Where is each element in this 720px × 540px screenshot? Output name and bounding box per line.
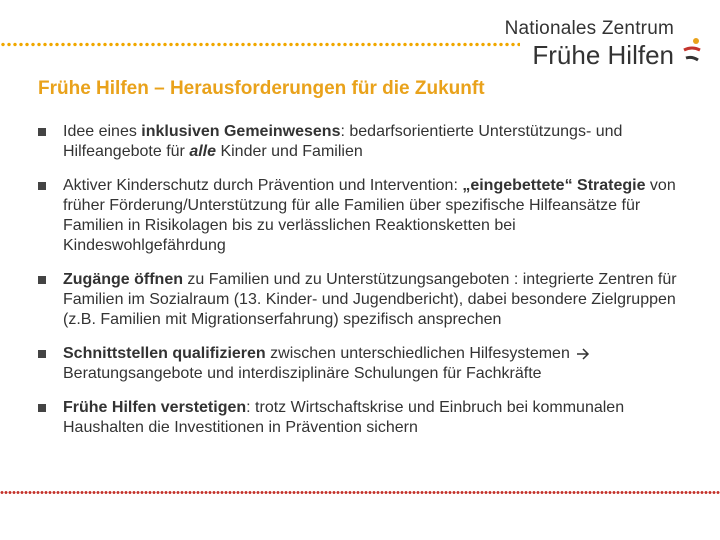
list-item: [38, 270, 678, 330]
bullet-bold-text: inklusiven Gemeinwesens: [141, 123, 341, 140]
top-dotted-rule: [0, 42, 520, 47]
list-item: [38, 344, 678, 384]
bullet-text: Kinder und Familien: [216, 143, 363, 160]
square-bullet-icon: [38, 276, 46, 284]
bullet-text: von früher Förderung/Unterstützung für alle Familien über spezifische Hilfeansätze für Familien in Risikolagen bis zu verlässlichen Reaktionsketten bei Kindeswohlgefährdung: [63, 177, 676, 254]
bottom-dotted-rule: [0, 490, 720, 495]
logo-line-2: Frühe Hilfen: [532, 40, 674, 70]
bullet-bold-text: Zugänge öffnen: [63, 271, 183, 288]
square-bullet-icon: [38, 128, 46, 136]
page-title: Frühe Hilfen – Herausforderungen für die Zukunft: [38, 78, 485, 99]
bullet-text: zwischen unterschiedlichen Hilfesystemen: [265, 345, 575, 362]
bullet-text: : bedarfsorientierte Unterstützungs- und Hilfeangebote für: [63, 123, 623, 160]
logo-mark-icon: [680, 36, 702, 76]
logo-line-1: Nationales Zentrum: [504, 18, 674, 39]
bullet-bold-text: Schnittstellen qualifizieren: [63, 345, 266, 362]
bullet-list: [38, 122, 678, 452]
logo: [504, 18, 702, 78]
bullet-bold-text: Frühe Hilfen verstetigen: [63, 399, 247, 416]
bullet-text: Aktiver Kinderschutz durch Prävention und Intervention:: [63, 177, 463, 194]
bullet-bold-italic-text: alle: [189, 143, 216, 160]
square-bullet-icon: [38, 404, 46, 412]
bullet-bold-text: „eingebettete“ Strategie: [462, 177, 646, 194]
square-bullet-icon: [38, 350, 46, 358]
right-arrow-icon: [576, 348, 590, 360]
list-item: [38, 122, 678, 162]
square-bullet-icon: [38, 182, 46, 190]
bullet-text: : trotz Wirtschaftskrise und Einbruch bei kommunalen Haushalten die Investitionen in Prävention sichern: [63, 399, 625, 436]
bullet-text: zu Familien und zu Unterstützungsangeboten : integrierte Zentren für Familien im Sozialraum (13. Kinder- und Jugendbericht), dabei besondere Zielgruppen (z.B. Familien mit Migrationserfahrung) spezifisch ansprechen: [63, 271, 677, 328]
list-item: [38, 398, 678, 438]
bullet-text: Idee eines: [63, 123, 142, 140]
list-item: [38, 176, 678, 256]
bullet-text: Beratungsangebote und interdisziplinäre Schulungen für Fachkräfte: [63, 365, 542, 382]
